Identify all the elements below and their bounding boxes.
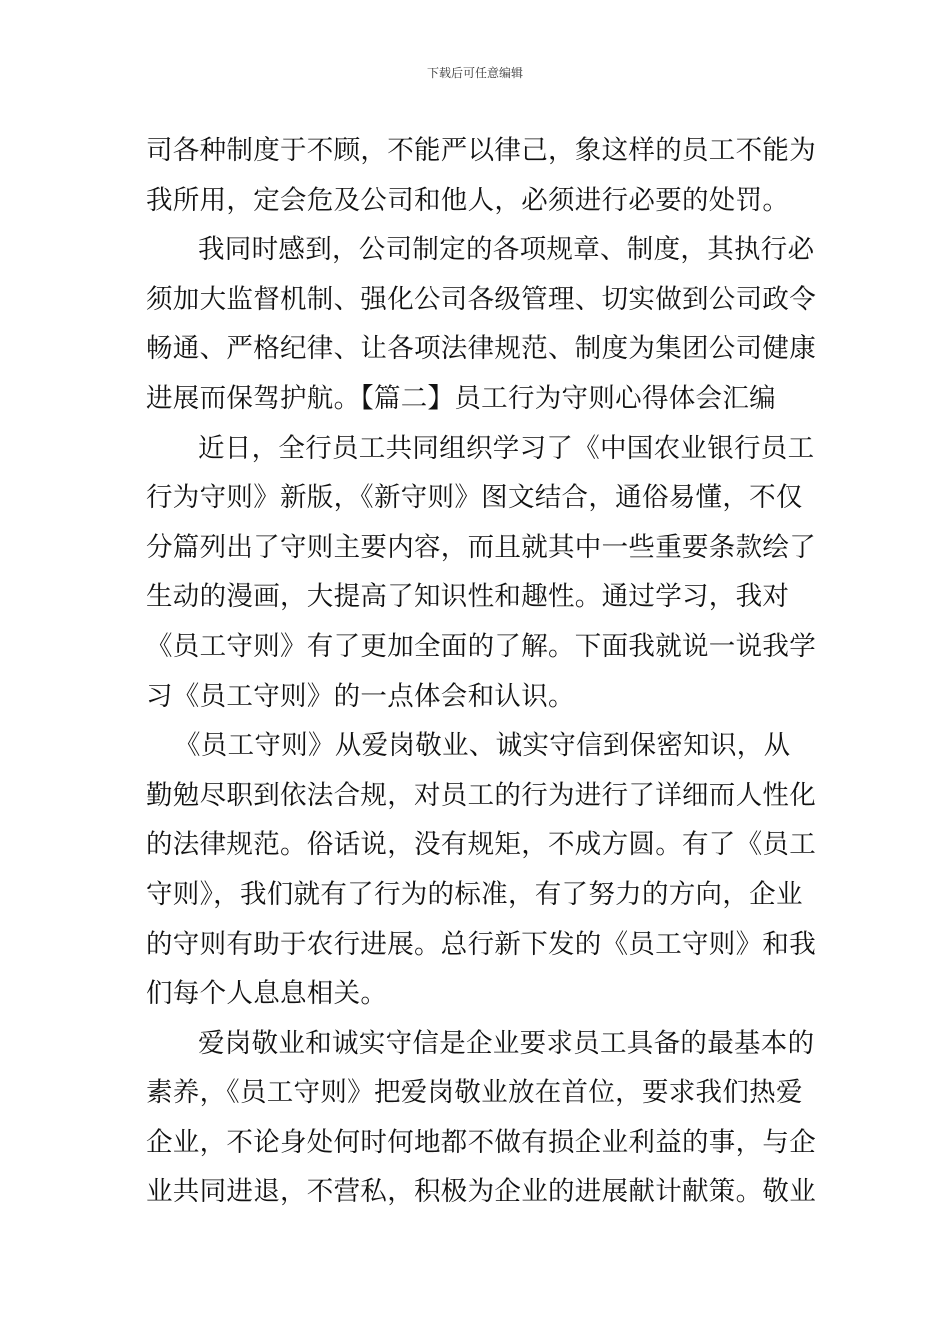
paragraph-start-line: 近日，全行员工共同组织学习了《中国农业银行员工	[198, 432, 815, 464]
text-line: 的法律规范。俗话说，没有规矩，不成方圆。有了《员工	[146, 829, 816, 861]
paragraph-start-line: 爱岗敬业和诚实守信是企业要求员工具备的最基本的	[198, 1027, 815, 1059]
paragraph-start-line: 我同时感到，公司制定的各项规章、制度，其执行必	[198, 234, 815, 266]
text-line: 们每个人息息相关。	[146, 978, 388, 1010]
text-line: 畅通、严格纪律、让各项法律规范、制度为集团公司健康	[146, 333, 816, 365]
text-line: 须加大监督机制、强化公司各级管理、切实做到公司政令	[146, 283, 816, 315]
document-body	[146, 126, 816, 1217]
text-line: 守则》，我们就有了行为的标准，有了努力的方向，企业	[146, 878, 803, 910]
text-line: 企业，不论身处何时何地都不做有损企业利益的事，与企	[146, 1126, 816, 1158]
text-line: 行为守则》新版，《新守则》图文结合，通俗易懂，不仅	[146, 482, 803, 514]
text-line: 勤勉尽职到依法合规，对员工的行为进行了详细而人性化	[146, 779, 816, 811]
text-line: 我所用，定会危及公司和他人，必须进行必要的处罚。	[146, 184, 790, 216]
text-line: 业共同进退，不营私，积极为企业的进展献计献策。敬业	[146, 1176, 816, 1208]
paragraph-start-line: 《员工守则》从爱岗敬业、诚实守信到保密知识，从	[174, 730, 791, 762]
text-line: 《员工守则》有了更加全面的了解。下面我就说一说我学	[146, 630, 816, 662]
text-line: 生动的漫画，大提高了知识性和趣性。通过学习，我对	[146, 581, 790, 613]
text-line: 分篇列出了守则主要内容，而且就其中一些重要条款绘了	[146, 531, 816, 563]
text-line: 习《员工守则》的一点体会和认识。	[146, 680, 575, 712]
text-line: 的守则有助于农行进展。总行新下发的《员工守则》和我	[146, 928, 816, 960]
text-line: 司各种制度于不顾，不能严以律己，象这样的员工不能为	[146, 135, 816, 166]
text-line: 进展而保驾护航。【篇二】员工行为守则心得体会汇编	[146, 382, 776, 414]
text-line: 素养，《员工守则》把爱岗敬业放在首位，要求我们热爱	[146, 1077, 803, 1109]
page-header: 下载后可任意编辑	[426, 66, 523, 80]
